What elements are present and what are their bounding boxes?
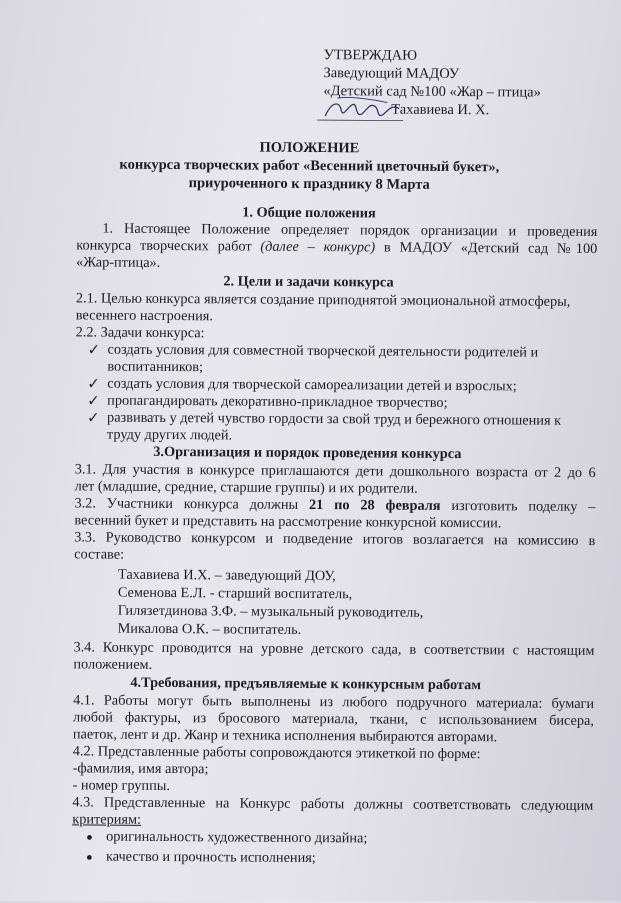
section-3-text-3a: 3.3. Руководство конкурсом и подведение итогов возлагается на комиссию в: [74, 529, 596, 550]
checkmark-icon: ✓: [87, 376, 100, 393]
section-4-text-1b: любой фактуры, из бросового материала, ткани, с использованием бисера,: [72, 709, 595, 729]
section-3-text-1b: лет (младшие, средние, старшие группы) и их родители.: [74, 478, 418, 497]
section-4-text-3b: критериям:: [72, 811, 142, 828]
section-3-text-4a: 3.4. Конкурс проводится на уровне детского сада, в соответствии с настоящим: [73, 639, 595, 659]
task-4a: развивать у детей чувство гордости за свой труд и бережного отношения к: [107, 409, 562, 429]
section-3-text-3b: составе:: [74, 546, 125, 563]
section-1-text-2: конкурса творческих работ (далее – конкурс) в МАДОУ «Детский сад №100: [76, 237, 598, 258]
committee-member-4: Микалова О.К. – воспитатель.: [117, 620, 302, 638]
section-2-text-1a: 2.1. Целью конкурса является создание приподнятой эмоциональной атмосферы,: [75, 290, 571, 310]
page-subtitle-1: конкурса творческих работ «Весенний цветочный букет»,: [119, 156, 500, 176]
section-2-text-2: 2.2. Задачи конкурса:: [75, 324, 205, 342]
label-field-1: -фамилия, имя автора;: [72, 760, 209, 778]
committee-member-3: Гилязетдинова З.Ф. – музыкальный руководитель,: [117, 602, 424, 621]
signature-image: [317, 96, 403, 123]
section-4-text-3a: 4.3. Представленные на Конкурс работы должны соответствовать следующим: [72, 794, 594, 814]
section-2-heading: 2. Цели и задачи конкурса: [223, 273, 394, 291]
section-4-text-1a: 4.1. Работы могут быть выполнены из любого подручного материала: бумаги: [73, 692, 595, 712]
approval-line-4: Тахавиева И. Х.: [391, 101, 490, 119]
section-1-text-3: «Жар-птица».: [76, 254, 161, 271]
committee-member-1: Тахавиева И.Х. – заведующий ДОУ,: [117, 566, 336, 585]
approval-line-1: УТВЕРЖДАЮ: [323, 47, 418, 64]
task-4b: труду других людей.: [106, 426, 233, 444]
checkmark-icon: ✓: [87, 410, 100, 427]
task-1b: воспитанников;: [107, 358, 204, 376]
section-3-heading: 3.Организация и порядок проведения конкурса: [153, 443, 462, 463]
task-2: создать условия для творческой самореализации детей и взрослых;: [107, 375, 517, 395]
criterion-2: качество и прочность исполнения;: [105, 848, 316, 867]
task-3: пропагандировать декоративно-прикладное творчество;: [107, 392, 448, 411]
criterion-1: оригинальность художественного дизайна;: [106, 828, 368, 847]
section-3-text-4b: положением.: [73, 656, 153, 673]
label-field-2: - номер группы.: [72, 777, 171, 795]
checkmark-icon: ✓: [87, 393, 100, 410]
section-1-heading: 1. Общие положения: [242, 204, 376, 222]
page-subtitle-2: приуроченного к празднику 8 Марта: [188, 175, 430, 193]
committee-member-2: Семенова Е.Л. - старший воспитатель,: [117, 584, 353, 603]
section-3-text-2b: весенний букет и представить на рассмотрение конкурсной комиссии.: [74, 512, 502, 532]
task-1a: создать условия для совместной творческой деятельности родителей и: [107, 341, 539, 361]
section-3-text-1a: 3.1. Для участия в конкурсе приглашаются дети дошкольного возраста от 2 до 6: [74, 461, 596, 482]
section-3-text-2a: 3.2. Участники конкурса должны 21 по 28 февраля изготовить поделку –: [74, 495, 596, 516]
section-2-text-1b: весеннего настроения.: [75, 307, 214, 325]
section-4-text-1c: паеток, лент и др. Жанр и техника исполнения выбираются авторами.: [72, 726, 498, 746]
approval-line-2: Заведующий МАДОУ: [323, 65, 460, 83]
section-4-text-2: 4.2. Представленные работы сопровождаются этикеткой по форме:: [72, 743, 481, 763]
section-4-heading: 4.Требования, предъявляемые к конкурсным работам: [130, 674, 482, 694]
bullet-icon: ●: [85, 851, 93, 864]
section-1-text-1: 1. Настоящее Положение определяет порядок организации и проведения: [102, 220, 598, 241]
checkmark-icon: ✓: [87, 342, 101, 359]
approval-line-3: «Детский сад №100 «Жар – птица»: [323, 83, 541, 101]
page-title: ПОЛОЖЕНИЕ: [259, 139, 360, 157]
bullet-icon: ●: [86, 831, 93, 844]
